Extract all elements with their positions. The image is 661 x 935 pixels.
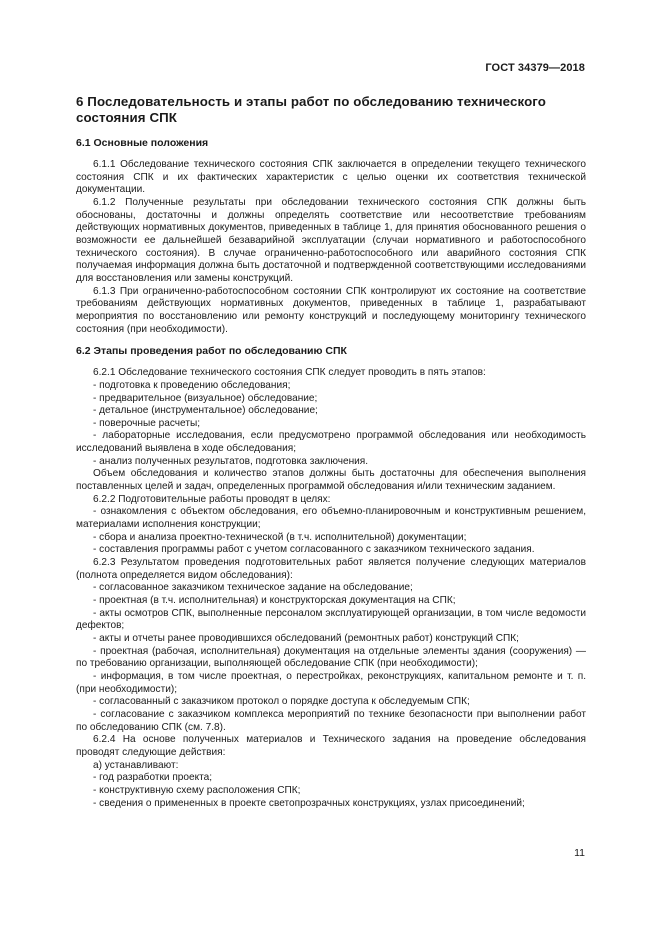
list-item: а) устанавливают:	[93, 759, 179, 771]
list-item: - проектная (в т.ч. исполнительная) и конструкторская документация на СПК;	[93, 595, 456, 606]
paragraph-6-1-3: 6.1.3 При ограниченно-работоспособном состоянии СПК контролируют их состояние на соответствие требованиям действующих нормативных документов, приведенных в таблице 1, разрабатывают мероприятия по восстановлению или ремонту конструкций и последующему мониторингу технического состояния (при необходимости).	[76, 285, 586, 335]
subsection-title-6-1: 6.1 Основные положения	[76, 137, 209, 149]
list-item: - поверочные расчеты;	[93, 417, 200, 429]
list-item: - лабораторные исследования, если предусмотрено программой обследования или необходимость исследований выявлена в ходе обследования;	[76, 430, 586, 455]
list-item: - согласованный с заказчиком протокол о порядке доступа к обследуемым СПК;	[93, 696, 470, 708]
document-body	[76, 94, 586, 810]
list-item: - конструктивную схему расположения СПК;	[93, 784, 301, 796]
list-item: - детальное (инструментальное) обследование;	[93, 405, 318, 417]
paragraph-6-2-2: 6.2.2 Подготовительные работы проводят в целях:	[93, 493, 331, 505]
paragraph-6-2-1: 6.2.1 Обследование технического состояния СПК следует проводить в пять этапов:	[93, 367, 486, 379]
paragraph-6-2-4: 6.2.4 На основе полученных материалов и Технического задания на проведение обследования проводят следующие действия:	[76, 734, 586, 758]
list-item: - согласование с заказчиком комплекса мероприятий по технике безопасности при выполнении работ по обследованию СПК (см. 7.8).	[76, 708, 586, 733]
list-item: - сбора и анализа проектно-технической (в т.ч. исполнительной) документации;	[93, 531, 467, 543]
section-title: 6 Последовательность и этапы работ по обследованию технического состояния СПК	[76, 94, 546, 125]
list-item: - анализ полученных результатов, подготовка заключения.	[93, 455, 369, 467]
list-item: - сведения о примененных в проекте светопрозрачных конструкциях, узлах присоединений;	[93, 797, 525, 809]
list-item: - ознакомления с объектом обследования, его объемно-планировочным и конструктивным решением, материалами исполнения конструкции;	[76, 506, 586, 531]
paragraph-6-1-2: 6.1.2 Полученные результаты при обследовании технического состояния СПК должны быть обоснованы, достаточны и должны определять соответствие или несоответствие требованиям действующих нормативных документов, приведенных в таблице 1, для принятия обоснованного решения о возможности ее дальнейшей безаварийной эксплуатации (случаи нормативного и работоспособного технического состояния). В случае ограниченно-работоспособного или аварийного состояния СПК получаемая информация должна быть достаточной и подтвержденной соответствующими исследованиями для восстановления или замены конструкций.	[76, 196, 586, 284]
paragraph-6-2-3: 6.2.3 Результатом проведения подготовительных работ является получение следующих материалов (полнота определяется видом обследования):	[76, 557, 586, 581]
list-item: - предварительное (визуальное) обследование;	[93, 392, 318, 404]
list-item: - подготовка к проведению обследования;	[93, 379, 291, 391]
list-item: - составления программы работ с учетом согласованного с заказчиком технического задания.	[93, 544, 535, 556]
subsection-title-6-2: 6.2 Этапы проведения работ по обследованию СПК	[76, 345, 347, 358]
list-item: - год разработки проекта;	[93, 772, 213, 784]
header-code: ГОСТ 34379—2018	[485, 62, 585, 74]
list-item: - проектная (рабочая, исполнительная) документация на отдельные элементы здания (сооружения) — по требованию организации, выполняющей обследование СПК (при необходимости);	[76, 645, 586, 670]
list-item: - акты осмотров СПК, выполненные персоналом эксплуатирующей организации, в том числе ведомости дефектов;	[76, 607, 586, 632]
paragraph-scope: Объем обследования и количество этапов должны быть достаточны для обеспечения выполнения поставленных целей и задач, определенных программой обследования и/или техническим заданием.	[76, 468, 586, 493]
list-item: - согласованное заказчиком техническое задание на обследование;	[93, 582, 413, 594]
list-item: - информация, в том числе проектная, о перестройках, реконструкциях, капитальном ремонте и т. п. (при необходимости);	[76, 670, 586, 695]
page-number: 11	[574, 847, 585, 859]
paragraph-6-1-1: 6.1.1 Обследование технического состояния СПК заключается в определении текущего технического состояния СПК и их фактических характеристик с целью оценки их соответствия технической документации.	[76, 159, 586, 196]
list-item: - акты и отчеты ранее проводившихся обследований (ремонтных работ) конструкций СПК;	[93, 632, 519, 644]
